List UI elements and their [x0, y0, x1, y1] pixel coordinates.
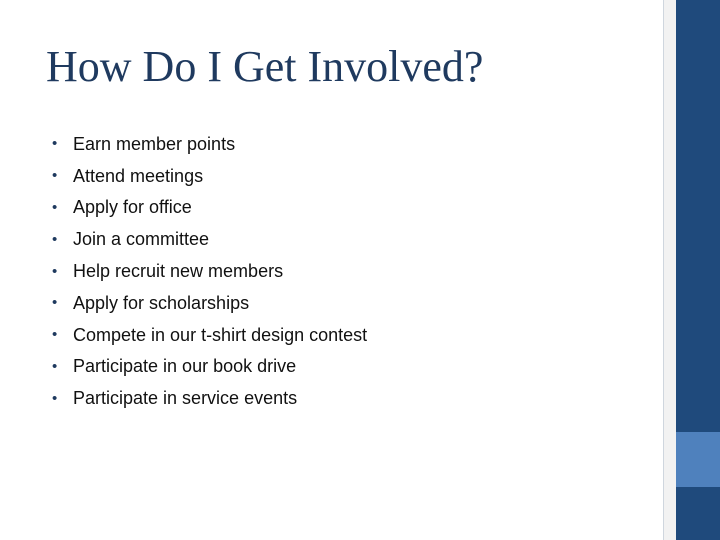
bullet-text: Attend meetings — [73, 165, 204, 186]
bullet-text: Apply for scholarships — [73, 292, 250, 313]
bullet-text: Participate in service events — [73, 388, 298, 409]
bullet-item — [52, 160, 367, 192]
bullet-item — [52, 382, 367, 414]
bullet-icon: • — [52, 326, 58, 344]
right-gutter — [664, 0, 676, 540]
accent-block — [676, 432, 720, 487]
bullet-list — [52, 128, 367, 414]
bullet-text: Participate in our book drive — [73, 356, 297, 377]
bullet-item — [52, 287, 367, 319]
bullet-item — [52, 255, 367, 287]
bullet-icon: • — [52, 262, 58, 280]
bullet-icon: • — [52, 389, 58, 407]
bullet-text: Help recruit new members — [73, 261, 284, 282]
bullet-item — [52, 319, 367, 351]
bullet-item — [52, 128, 367, 160]
bullet-icon: • — [52, 167, 58, 185]
bullet-text: Earn member points — [73, 133, 236, 154]
bullet-icon: • — [52, 135, 58, 153]
bullet-text: Compete in our t-shirt design contest — [73, 324, 368, 345]
bullet-item — [52, 351, 367, 383]
bullet-text: Apply for office — [73, 197, 192, 218]
bullet-icon: • — [52, 294, 58, 312]
bullet-icon: • — [52, 230, 58, 248]
slide-title: How Do I Get Involved? — [46, 42, 484, 91]
bullet-item — [52, 223, 367, 255]
bullet-item — [52, 192, 367, 224]
bullet-icon: • — [52, 198, 58, 216]
bullet-text: Join a committee — [73, 229, 210, 250]
bullet-icon: • — [52, 357, 58, 375]
